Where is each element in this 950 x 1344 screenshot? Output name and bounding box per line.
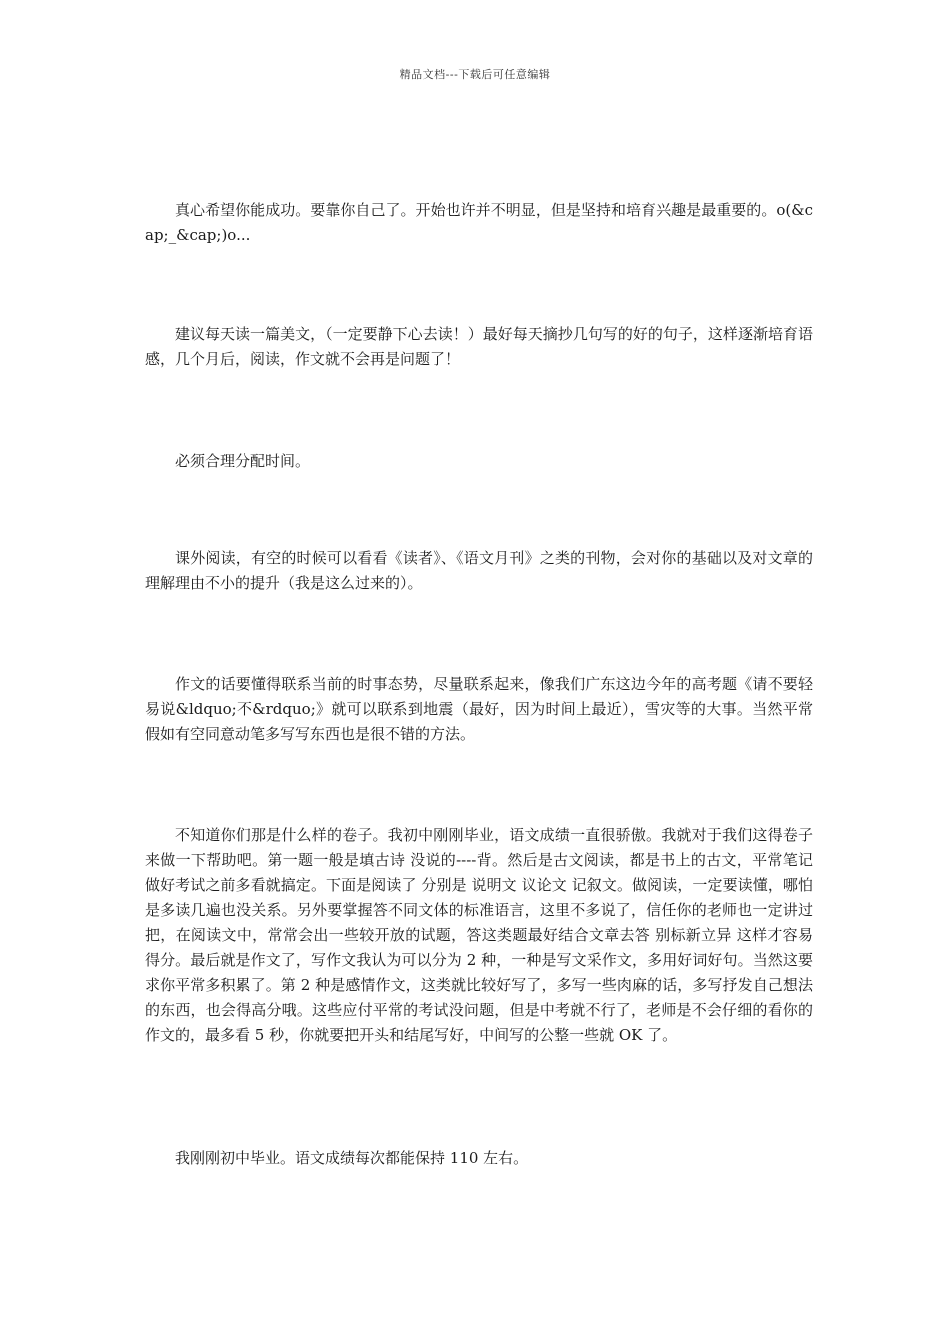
- paragraph-4: 课外阅读，有空的时候可以看看《读者》、《语文月刊》之类的刊物，会对你的基础以及对文章的理解理由不小的提升（我是这么过来的）。: [145, 549, 813, 592]
- paragraph-6: 不知道你们那是什么样的卷子。我初中刚刚毕业，语文成绩一直很骄傲。我就对于我们这得卷子来做一下帮助吧。第一题一般是填古诗 没说的----背。然后是古文阅读，都是书上的古文，平常笔记做好考试之前多看就搞定。下面是阅读了 分别是 说明文 议论文 记叙文。做阅读，一定要读懂，哪怕是多读几遍也没关系。另外要掌握答不同文体的标准语言，这里不多说了，信任你的老师也一定讲过把，在阅读文中，常常会出一些较开放的试题，答这类题最好结合文章去答 别标新立异 这样才容易得分。最后就是作文了，写作文我认为可以分为 2 种，一种是写文采作文，多用好词好句。当然这要求你平常多积累了。第 2 种是感情作文，这类就比较好写了，多写一些肉麻的话，多写抒发自己想法的东西，也会得高分哦。这些应付平常的考试没问题，但是中考就不行了，老师是不会仔细的看你的作文的，最多看 5 秒，你就要把开头和结尾写好，中间写的公整一些就 OK 了。: [145, 826, 813, 1044]
- paragraph-5: 作文的话要懂得联系当前的时事态势，尽量联系起来，像我们广东这边今年的高考题《请不要轻易说&ldquo;不&rdquo;》就可以联系到地震（最好，因为时间上最近），雪灾等的大事。当然平常假如有空同意动笔多写写东西也是很不错的方法。: [145, 675, 813, 743]
- paragraph-2: 建议每天读一篇美文，（一定要静下心去读！）最好每天摘抄几句写的好的句子，这样逐渐培育语感，几个月后，阅读，作文就不会再是问题了！: [145, 325, 813, 368]
- page-header: 精品文档---下载后可任意编辑: [399, 68, 551, 81]
- paragraph-7: 我刚刚初中毕业。语文成绩每次都能保持 110 左右。: [175, 1149, 529, 1167]
- paragraph-3: 必须合理分配时间。: [175, 452, 311, 470]
- paragraph-1: 真心希望你能成功。要靠你自己了。开始也许并不明显，但是坚持和培育兴趣是最重要的。o(&cap;_&cap;)o...: [145, 201, 813, 244]
